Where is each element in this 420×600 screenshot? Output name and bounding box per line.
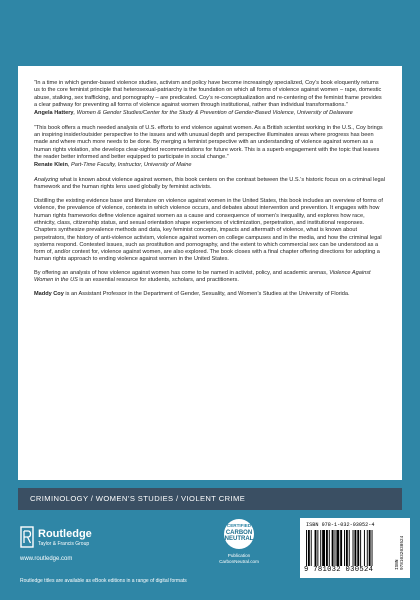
barcode-bar (320, 530, 321, 566)
description-paragraph-3 (34, 270, 386, 285)
barcode-bars-icon (306, 530, 388, 566)
lead-word: Analyzing (34, 177, 59, 184)
barcode-bar (322, 530, 325, 566)
barcode-bar (329, 530, 330, 566)
barcode-bar (353, 530, 354, 566)
blurb-panel (18, 66, 402, 480)
publisher-url: www.routledge.com (20, 556, 73, 562)
carbon-neutral-badge (213, 519, 265, 577)
barcode-bar (344, 530, 345, 566)
barcode-bar (308, 530, 310, 566)
badge-neutral: NEUTRAL (224, 536, 254, 542)
barcode-bar (317, 530, 318, 566)
paragraph-text: By offering an analysis of how violence against women has come to be named in activist, policy, and academic arenas, (34, 270, 330, 277)
endorser-name: Angela Hattery (34, 110, 74, 117)
endorser-affiliation: , Women & Gender Studies/Center for the Study & Prevention of Gender-Based Violence, University of Delaware (73, 110, 353, 117)
endorser-name: Renate Klein (34, 162, 68, 169)
paragraph-text: what is known about violence against women, this book centers on the contrast between the U.S.’s historic focus on a criminal legal framework and the human rights lens used globally by feminist activists. (34, 177, 385, 191)
isbn-label: ISBN 978-1-032-03052-4 (306, 522, 375, 528)
barcode-bar (335, 530, 336, 566)
barcode-bar (332, 530, 334, 566)
barcode-bar (311, 530, 312, 566)
routledge-logo-icon (20, 526, 34, 548)
endorsement-attribution-2 (34, 162, 386, 169)
barcode-bar (360, 530, 361, 566)
barcode-number: 9 781032 030524 (304, 566, 374, 574)
barcode-bar (326, 530, 328, 566)
author-name: Maddy Coy (34, 291, 64, 298)
barcode-bar (364, 530, 365, 566)
badge-publication-text: Publication (227, 553, 251, 558)
isbn-barcode (300, 518, 410, 578)
barcode-bar (346, 530, 348, 566)
subject-category-bar: CRIMINOLOGY / WOMEN’S STUDIES / VIOLENT CRIME (18, 488, 402, 510)
author-bio-text: is an Assistant Professor in the Department of Gender, Sexuality, and Women’s Studies at the University of Florida. (63, 291, 350, 298)
barcode-bar (357, 530, 359, 566)
endorser-affiliation: , Part-Time Faculty, Instructor, University of Maine (67, 162, 192, 169)
publisher-name: Routledge (38, 528, 92, 540)
barcode-bar (340, 530, 342, 566)
barcode-bar (354, 530, 356, 566)
barcode-bar (336, 530, 339, 566)
badge-url-text: CarbonNeutral.com (219, 559, 259, 564)
barcode-bar (372, 530, 373, 566)
paragraph-text: is an essential resource for students, scholars, and practitioners. (77, 277, 239, 284)
endorsement-quote-1: “In a time in which gender-based violence studies, activism and policy have become increasingly specialized, Coy’s book eloquently returns us to the core feminist principle that heterosexual-patriarchy is the foundation on which all forms of violence against women – rape, domestic abuse, stalking, sex trafficking, and pornography – are predicated. Coy’s re-conceptualization and re-centering of the feminist frame provides a clear pathway for preventing all forms of violence against women through institutional, rather than individual transformations.” (34, 80, 382, 108)
description-paragraph-1 (34, 177, 386, 192)
barcode-bar (349, 530, 350, 566)
barcode-bar (315, 530, 317, 566)
description-paragraph-2: Distilling the existing evidence base and literature on violence against women in the United States, this book includes an overview of forms of violence, the prevalence of violence, contexts in which violence occurs, and debates about intervention and prevention. It engages with how human rights frameworks define violence against women as a cause and consequence of women’s inequality, and explores how race, ethnicity, class, citizenship status, and sexual orientation shape experiences of victimization, perpetration, and institutional responses. Chapters synthesize prevalence methods and data, key feminist concepts, impacts and aftermath of violence, what is known about perpetrators, the history of anti-violence activism, violence against women on college campuses and in the media, and how the criminal legal systems respond. Contested issues, such as prostitution and pornography, and the extent to which commercial sex can be understood as a form of, and/or context for, violence against women, are also explored. The book closes with a final chapter offering directions for adopting a human rights approach to ending violence against women in the United States. (34, 198, 383, 263)
endorsement-quote-2: “This book offers a much needed analysis of U.S. efforts to end violence against women. As a British scientist working in the U.S., Coy brings an inspiring insider/outsider perspective to the issues and with unusual depth and perspective illuminates areas where progress has been made and where much more needs to be done. By merging a feminist perspective with an understanding of violence against women as a human rights violation, she develops clear-sighted recommendations for future work. This is a superb engagement with the topic that leaves the reader better informed and better equipped to participate in social change.” (34, 124, 383, 161)
author-bio (34, 291, 386, 298)
badge-carbon: CARBON (225, 530, 253, 536)
badge-carbon-neutral-text (213, 530, 265, 542)
barcode-bar (367, 530, 368, 566)
barcode-bar (306, 530, 307, 566)
book-title: Violence Against Women in the US (34, 270, 371, 284)
publisher-group: Taylor & Francis Group (38, 541, 90, 547)
publisher-block (20, 526, 130, 570)
endorsement-attribution-1 (34, 110, 386, 117)
barcode-side-code: ISBN 9781032030524 (395, 535, 405, 570)
badge-certified-text: CERTIFIED (226, 523, 252, 528)
barcode-bar (369, 530, 371, 566)
ebook-note: Routledge titles are available as eBook editions in a range of digital formats (20, 578, 187, 584)
